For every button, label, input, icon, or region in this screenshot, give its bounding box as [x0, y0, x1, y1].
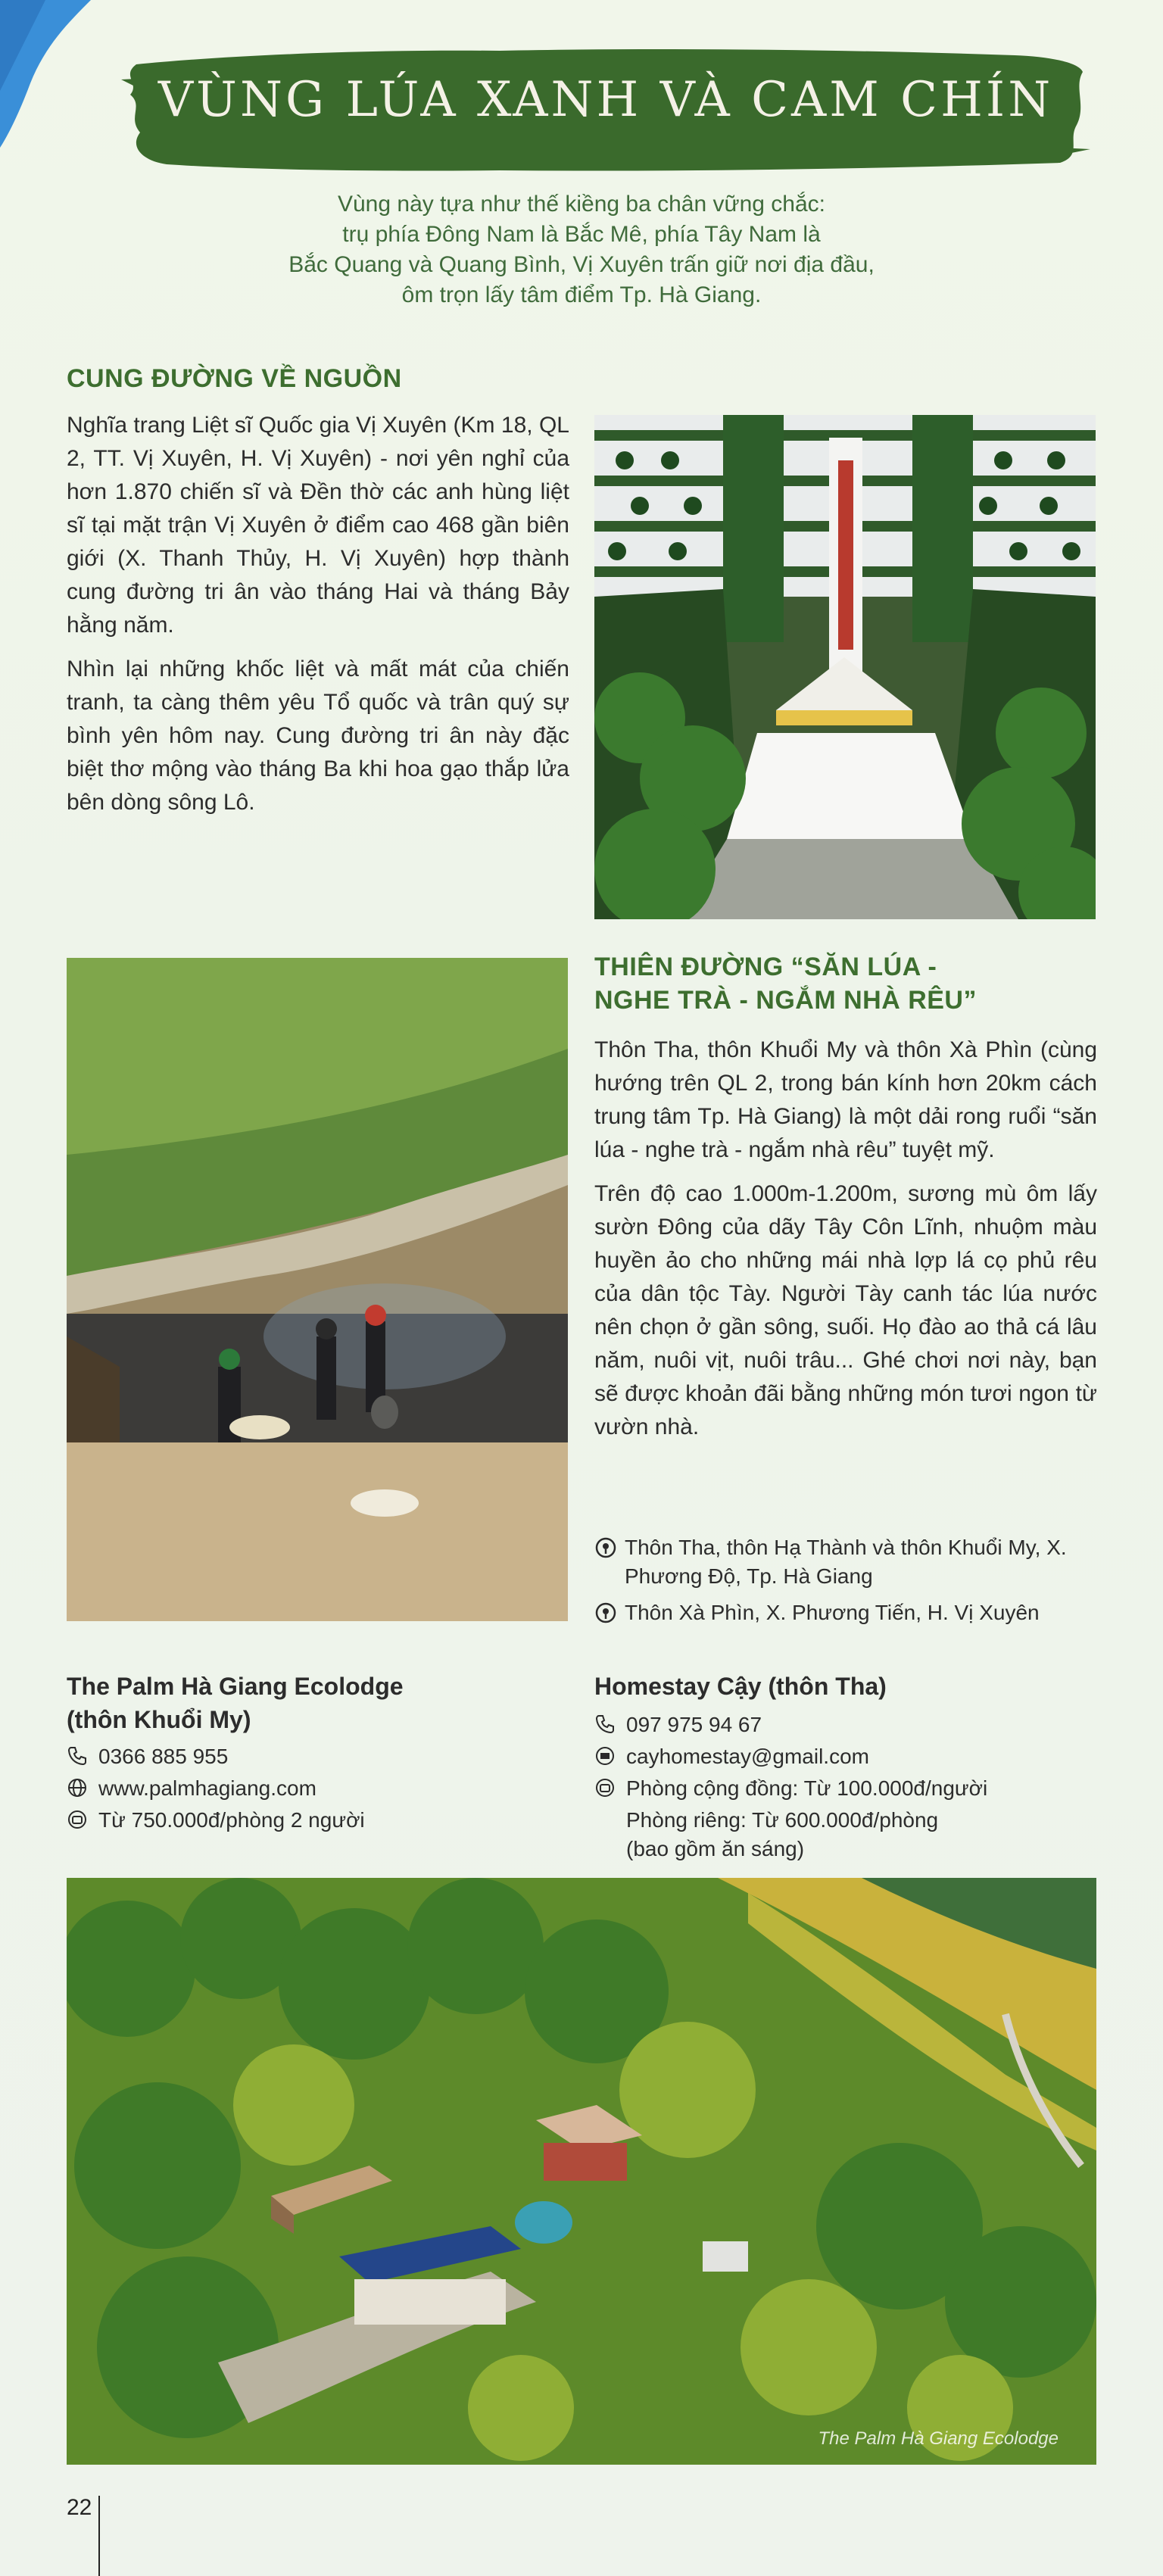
price-text: Phòng riêng: Từ 600.000đ/phòng — [626, 1808, 939, 1832]
section-heading-thien-duong — [594, 950, 977, 1017]
location-pin-icon — [594, 1598, 625, 1632]
phone-icon — [67, 1742, 98, 1774]
phone-number[interactable]: 0366 885 955 — [98, 1745, 229, 1768]
title-banner — [121, 34, 1090, 178]
intro-line: Vùng này tựa như thế kiềng ba chân vững chắc: — [337, 192, 825, 217]
contact-palm-ecolodge — [67, 1670, 566, 1838]
paragraph: Trên độ cao 1.000m-1.200m, sương mù ôm lấy sườn Đông của dãy Tây Côn Lĩnh, nhuộm màu huyền ảo cho những mái nhà lợp lá cọ phủ rêu của dân tộc Tày. Người Tày canh tác lúa nước nên chọn ở gần sông, suối. Họ đào ao thả cá lâu năm, nuôi vịt, nuôi trâu... Ghé chơi nơi này, bạn sẽ được khoản đãi bằng những món tươi ngon từ vườn nhà. — [594, 1181, 1097, 1439]
price-tag-icon — [594, 1774, 626, 1806]
phone-icon — [594, 1711, 626, 1742]
page-number: 22 — [67, 2495, 92, 2520]
footer-divider — [98, 2496, 100, 2576]
phone-row — [67, 1742, 566, 1774]
section2-body — [594, 1034, 1097, 1455]
price-text: Phòng cộng đồng: Từ 100.000đ/người — [626, 1776, 988, 1800]
email-row — [594, 1742, 1094, 1774]
price-row — [67, 1806, 566, 1838]
section-heading-cung-duong: CUNG ĐƯỜNG VỀ NGUỒN — [67, 364, 402, 393]
ecolodge-aerial-photo — [67, 1878, 1096, 2465]
address-item — [594, 1598, 1102, 1632]
section1-body — [67, 409, 569, 830]
contact-homestay-cay — [594, 1670, 1094, 1863]
intro-line: ôm trọn lấy tâm điểm Tp. Hà Giang. — [401, 282, 762, 307]
address-item — [594, 1533, 1102, 1591]
page-title: VÙNG LÚA XANH VÀ CAM CHÍN — [157, 72, 1054, 128]
contact-name — [67, 1670, 566, 1736]
intro-line: Bắc Quang và Quang Bình, Vị Xuyên trấn giữ nơi địa đầu, — [288, 252, 875, 277]
globe-icon — [67, 1774, 98, 1806]
price-text: Từ 750.000đ/phòng 2 người — [98, 1808, 365, 1832]
corner-decoration — [0, 0, 98, 151]
address-list — [594, 1533, 1102, 1639]
contact-name-line: The Palm Hà Giang Ecolodge — [67, 1673, 404, 1700]
address-text: Thôn Xà Phìn, X. Phương Tiến, H. Vị Xuyên — [625, 1601, 1040, 1624]
location-pin-icon — [594, 1533, 625, 1567]
price-tag-icon — [67, 1806, 98, 1838]
phone-number[interactable]: 097 975 94 67 — [626, 1713, 762, 1736]
paragraph: Nghĩa trang Liệt sĩ Quốc gia Vị Xuyên (Km 18, QL 2, TT. Vị Xuyên, H. Vị Xuyên) - nơi yên nghỉ của hơn 1.870 chiến sĩ và Đền thờ các anh hùng liệt sĩ tại mặt trận Vị Xuyên ở điểm cao 468 gần biên giới (X. Thanh Thủy, H. Vị Xuyên) hợp thành cung đường tri ân vào tháng Hai và tháng Bảy hằng năm. — [67, 413, 569, 638]
contact-name-line: (thôn Khuổi My) — [67, 1706, 251, 1733]
village-house-photo — [67, 958, 568, 1621]
intro-line: trụ phía Đông Nam là Bắc Mê, phía Tây Nam là — [342, 222, 821, 247]
address-text: Thôn Tha, thôn Hạ Thành và thôn Khuổi My, X. Phương Độ, Tp. Hà Giang — [625, 1536, 1067, 1588]
website-row — [67, 1774, 566, 1806]
paragraph: Nhìn lại những khốc liệt và mất mát của chiến tranh, ta càng thêm yêu Tổ quốc và trân quý sự bình yên hôm nay. Cung đường tri ân này đặc biệt thơ mộng vào tháng Ba khi hoa gạo thắp lửa bên dòng sông Lô. — [67, 656, 569, 815]
heading-line: NGHE TRÀ - NGẮM NHÀ RÊU” — [594, 986, 977, 1015]
contact-name: Homestay Cậy (thôn Tha) — [594, 1673, 887, 1700]
intro-text — [151, 189, 1012, 310]
photo-caption: The Palm Hà Giang Ecolodge — [818, 2428, 1059, 2449]
memorial-photo — [594, 415, 1096, 919]
heading-line: THIÊN ĐƯỜNG “SĂN LÚA - — [594, 953, 937, 981]
price-row — [594, 1774, 1094, 1806]
mail-icon — [594, 1742, 626, 1774]
website-link[interactable]: www.palmhagiang.com — [98, 1776, 316, 1800]
email-link[interactable]: cayhomestay@gmail.com — [626, 1745, 869, 1768]
price-note: (bao gồm ăn sáng) — [626, 1837, 805, 1860]
phone-row — [594, 1711, 1094, 1742]
paragraph: Thôn Tha, thôn Khuổi My và thôn Xà Phìn (cùng hướng trên QL 2, trong bán kính hơn 20km cách trung tâm Tp. Hà Giang) là một dải rong ruổi “săn lúa - nghe trà - ngắm nhà rêu” tuyệt mỹ. — [594, 1037, 1097, 1162]
